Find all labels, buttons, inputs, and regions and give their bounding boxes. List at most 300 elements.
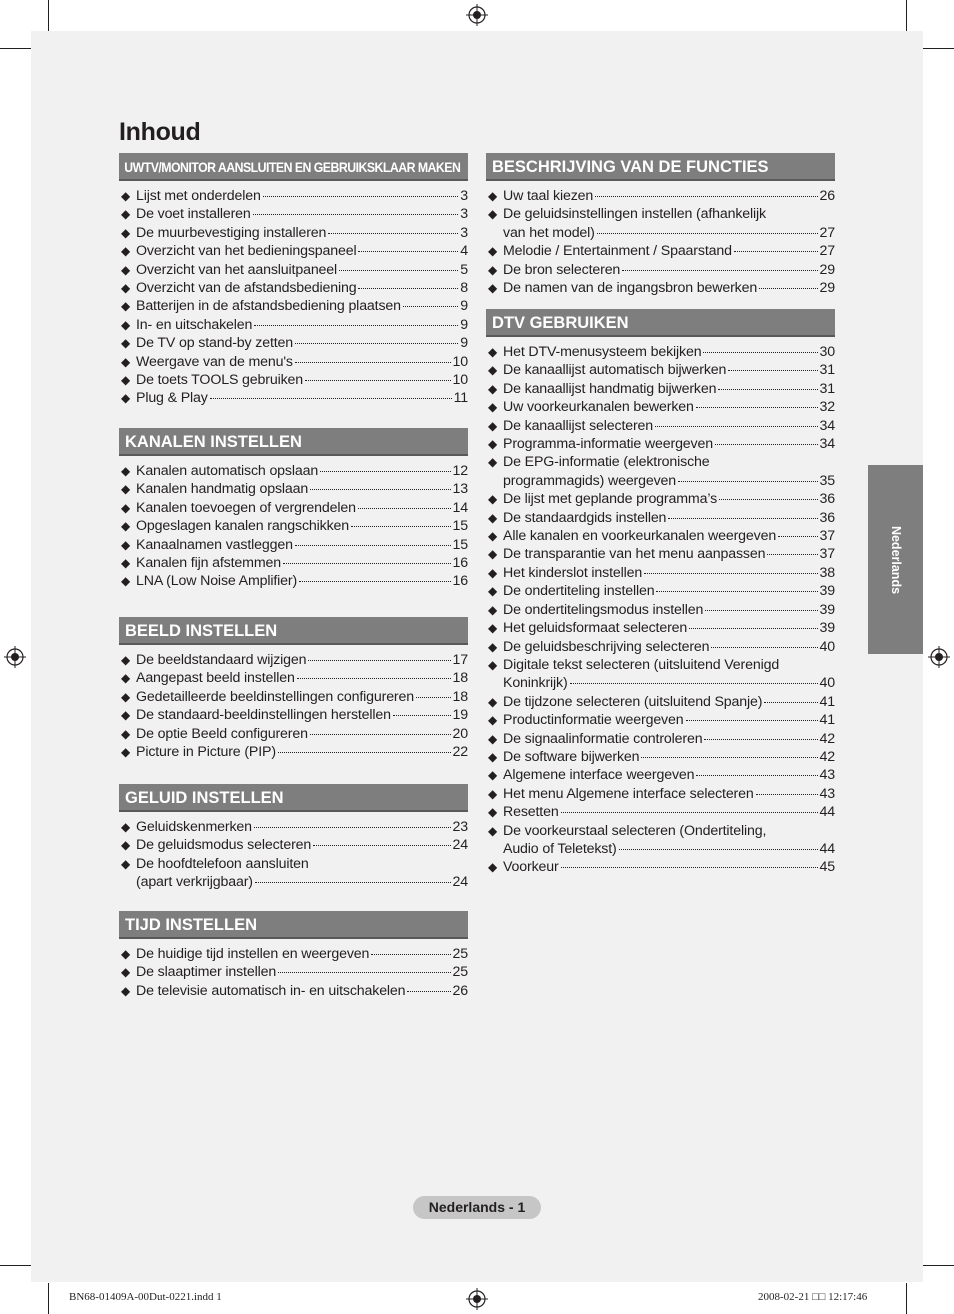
toc-entry [488,527,835,545]
toc-entry [488,545,835,563]
dot-leader [253,214,459,215]
diamond-bullet-icon: ◆ [121,519,131,534]
toc-entry [121,572,468,590]
entry-list [119,945,468,1000]
section-header: KANALEN INSTELLEN [119,428,468,456]
diamond-bullet-icon: ◆ [488,584,498,599]
toc-entry-page: 39 [819,620,835,637]
toc-entry-title: De standaardgids instellen [503,509,667,526]
dot-leader [295,362,451,363]
dot-leader [403,306,458,307]
diamond-bullet-icon: ◆ [121,500,131,515]
dot-leader [297,678,451,679]
diamond-bullet-icon: ◆ [488,189,498,203]
toc-entry-title: Overzicht van het aansluitpaneel [136,261,338,278]
toc-entry-title: Het DTV-menusysteem bekijken [503,344,702,360]
diamond-bullet-icon: ◆ [121,838,131,853]
entry-list [119,462,468,591]
dot-leader [655,426,817,427]
dot-leader [686,720,818,721]
section-header: BESCHRIJVING VAN DE FUNCTIES [486,153,835,181]
toc-entry-page: 20 [452,725,468,742]
toc-entry-title: De transparantie van het menu aanpassen [503,546,766,563]
toc-entry [488,380,835,398]
dot-leader [263,196,458,197]
toc-entry-title: Overzicht van het bedieningspaneel [136,243,357,260]
toc-entry-page: 14 [452,499,468,516]
dot-leader [255,882,451,883]
toc-entry-page: 30 [819,344,835,360]
dot-leader [283,563,451,564]
toc-entry-title: van het model) [503,224,595,241]
toc-entry-title: De toets TOOLS gebruiken [136,372,304,389]
dot-leader [416,697,451,698]
toc-entry [488,361,835,379]
toc-entry-page: 36 [819,491,835,508]
dot-leader [619,849,818,850]
toc-entry-title: De voet installeren [136,206,251,223]
toc-entry-title: Aangepast beeld instellen [136,670,295,687]
toc-entry [488,638,835,656]
section-dtv [486,309,835,877]
diamond-bullet-icon: ◆ [488,345,498,359]
dot-leader [728,370,817,371]
toc-entry-title: De geluidsinstellingen instellen (afhankelijk [503,206,766,223]
diamond-bullet-icon: ◆ [121,671,131,686]
section-aansluiten [119,153,468,408]
toc-entry-page: 34 [819,417,835,434]
diamond-bullet-icon: ◆ [488,418,498,433]
registration-mark-icon [4,646,26,668]
diamond-bullet-icon: ◆ [121,299,131,314]
toc-entry-page: 16 [452,573,468,590]
dot-leader [308,660,450,661]
toc-entry [488,748,835,766]
registration-mark-icon [466,4,488,26]
toc-entry-page: 32 [819,399,835,416]
entry-list [486,343,835,877]
diamond-bullet-icon: ◆ [121,262,131,277]
toc-entry-title: Algemene interface weergeven [503,767,695,784]
toc-entry-title: programmagids) weergeven [503,472,677,489]
toc-entry-page: 18 [452,670,468,687]
toc-entry-page: 27 [819,224,835,241]
diamond-bullet-icon: ◆ [121,482,131,497]
diamond-bullet-icon: ◆ [488,602,498,617]
toc-entry [121,743,468,761]
dot-leader [718,389,817,390]
dot-leader [756,794,818,795]
dot-leader [696,407,818,408]
toc-entry [121,669,468,687]
toc-entry-page: 9 [460,298,468,315]
toc-entry-page: 3 [460,206,468,223]
diamond-bullet-icon: ◆ [121,391,131,406]
toc-entry-title: De kanaallijst automatisch bijwerken [503,362,727,379]
toc-entry-page: 34 [819,436,835,453]
dot-leader [313,845,450,846]
toc-entry-title: De televisie automatisch in- en uitschakelen [136,982,406,999]
diamond-bullet-icon: ◆ [121,189,131,203]
toc-entry [488,435,835,453]
toc-entry-page: 39 [819,601,835,618]
toc-entry-page: 41 [819,693,835,710]
toc-entry [488,656,835,693]
section-kanalen [119,428,468,591]
crop-mark [923,1265,954,1266]
section-header: UWTV/MONITOR AANSLUITEN EN GEBRUIKSKLAAR MAKEN [119,153,468,181]
toc-entry [121,297,468,315]
dot-leader [295,545,451,546]
toc-entry-title: Alle kanalen en voorkeurkanalen weergeven [503,528,777,545]
toc-entry [121,818,468,836]
dot-leader [595,196,817,197]
diamond-bullet-icon: ◆ [488,621,498,636]
toc-entry [121,316,468,334]
toc-entry-title: De signaalinformatie controleren [503,730,703,747]
toc-entry-title: De kanaallijst handmatig bijwerken [503,380,717,397]
section-beeld [119,617,468,761]
toc-entry-title: De geluidsbeschrijving selecteren [503,638,710,655]
diamond-bullet-icon: ◆ [121,965,131,980]
toc-entry-page: 36 [819,509,835,526]
toc-entry [488,619,835,637]
dot-leader [339,270,458,271]
toc-entry [121,963,468,981]
page-number-badge: Nederlands - 1 [413,1196,541,1219]
dot-leader [351,526,450,527]
dot-leader [767,554,817,555]
toc-entry-page: 41 [819,712,835,729]
dot-leader [310,489,450,490]
dot-leader [305,380,451,381]
toc-entry-title: Overzicht van de afstandsbediening [136,280,357,297]
diamond-bullet-icon: ◆ [488,786,498,801]
toc-entry-page: 44 [819,804,835,821]
dot-leader [704,739,817,740]
toc-entry-page: 40 [819,675,835,692]
toc-entry [121,855,468,892]
toc-entry-title: Kanalen automatisch opslaan [136,463,319,479]
toc-entry [121,517,468,535]
entry-list [119,818,468,892]
diamond-bullet-icon: ◆ [488,455,498,470]
toc-entry-title: Digitale tekst selecteren (uitsluitend Verenigd [503,656,780,673]
dot-leader [641,757,817,758]
toc-entry-page: 19 [452,707,468,724]
toc-entry-page: 3 [460,188,468,204]
toc-entry-title: Het geluidsformaat selecteren [503,620,688,637]
toc-entry [488,187,835,205]
dot-leader [719,499,818,500]
diamond-bullet-icon: ◆ [121,947,131,961]
toc-entry-title: De bron selecteren [503,261,621,278]
toc-entry-title: De beeldstandaard wijzigen [136,652,307,668]
toc-entry-page: 22 [452,744,468,761]
toc-entry-title: Koninkrijk) [503,675,568,692]
toc-entry-page: 5 [460,261,468,278]
diamond-bullet-icon: ◆ [488,768,498,783]
toc-entry-page: 9 [460,335,468,352]
toc-entry-page: 18 [452,688,468,705]
toc-entry [121,353,468,371]
language-side-tab [868,465,923,654]
dot-leader [622,270,817,271]
toc-entry-title: De geluidsmodus selecteren [136,837,312,854]
toc-entry-title: Lijst met onderdelen [136,188,261,204]
toc-entry [488,453,835,490]
diamond-bullet-icon: ◆ [121,745,131,760]
toc-entry [488,785,835,803]
dot-leader [696,775,817,776]
toc-entry [488,766,835,784]
dot-leader [295,343,458,344]
toc-entry-page: 9 [460,316,468,333]
dot-leader [310,734,451,735]
diamond-bullet-icon: ◆ [488,639,498,654]
toc-entry [121,242,468,260]
toc-entry-page: 29 [819,261,835,278]
section-header: BEELD INSTELLEN [119,617,468,645]
toc-entry-page: 10 [452,353,468,370]
toc-entry-title: De hoofdtelefoon aansluiten [136,855,309,872]
diamond-bullet-icon: ◆ [121,336,131,351]
toc-entry-page: 45 [819,859,835,876]
toc-entry-title: Programma-informatie weergeven [503,436,713,453]
toc-entry [488,205,835,242]
toc-entry-title: De software bijwerken [503,748,640,765]
toc-entry-page: 43 [819,785,835,802]
toc-entry-title: Het menu Algemene interface selecteren [503,785,754,802]
toc-entry-title: Kanaalnamen vastleggen [136,536,293,553]
toc-entry-page: 26 [819,188,835,204]
dot-leader [656,591,817,592]
diamond-bullet-icon: ◆ [121,225,131,240]
toc-entry-page: 12 [452,463,468,479]
toc-entry-page: 11 [453,390,468,407]
toc-entry-title: De muurbevestiging installeren [136,224,327,241]
section-header: TIJD INSTELLEN [119,911,468,939]
toc-entry [488,279,835,297]
diamond-bullet-icon: ◆ [121,373,131,388]
dot-leader [778,536,817,537]
diamond-bullet-icon: ◆ [488,860,498,875]
dot-leader [764,702,817,703]
diamond-bullet-icon: ◆ [488,492,498,507]
entry-list [486,187,835,297]
toc-entry [488,803,835,821]
toc-entry [121,706,468,724]
dot-leader [703,352,817,353]
diamond-bullet-icon: ◆ [121,820,131,834]
section-header: GELUID INSTELLEN [119,784,468,812]
toc-entry [488,490,835,508]
toc-entry-page: 38 [819,564,835,581]
toc-entry-title: Kanalen fijn afstemmen [136,555,281,572]
section-tijd [119,911,468,1000]
dot-leader [358,251,458,252]
diamond-bullet-icon: ◆ [488,731,498,746]
diamond-bullet-icon: ◆ [121,556,131,571]
diamond-bullet-icon: ◆ [121,856,131,871]
toc-entry-page: 31 [819,380,835,397]
toc-entry-title: Uw taal kiezen [503,188,594,204]
dot-leader [328,233,458,234]
toc-entry [121,205,468,223]
toc-entry-page: 24 [452,837,468,854]
entry-list [119,651,468,761]
toc-entry [121,187,468,205]
dot-leader [561,812,818,813]
toc-entry [121,389,468,407]
diamond-bullet-icon: ◆ [121,708,131,723]
diamond-bullet-icon: ◆ [488,565,498,580]
toc-entry [121,261,468,279]
dot-leader [561,867,818,868]
toc-entry [488,343,835,361]
diamond-bullet-icon: ◆ [121,689,131,704]
diamond-bullet-icon: ◆ [488,437,498,452]
toc-entry-title: LNA (Low Noise Amplifier) [136,573,298,590]
section-functies [486,153,835,297]
dot-leader [711,647,817,648]
toc-entry-page: 37 [819,546,835,563]
toc-entry-title: Plug & Play [136,390,208,407]
dot-leader [358,508,451,509]
toc-entry-title: De EPG-informatie (elektronische [503,454,710,471]
toc-entry [121,334,468,352]
registration-mark-icon [928,646,950,668]
toc-entry-page: 39 [819,583,835,600]
diamond-bullet-icon: ◆ [121,726,131,741]
diamond-bullet-icon: ◆ [488,381,498,396]
toc-entry-title: De slaaptimer instellen [136,964,277,981]
toc-entry-title: De optie Beeld configureren [136,725,308,742]
diamond-bullet-icon: ◆ [121,281,131,296]
toc-entry-title: Resetten [503,804,559,821]
toc-entry-title: Kanalen handmatig opslaan [136,481,309,498]
toc-entry-page: 29 [819,280,835,297]
diamond-bullet-icon: ◆ [488,805,498,820]
toc-entry-page: 44 [819,840,835,857]
section-geluid [119,784,468,892]
dot-leader [210,398,452,399]
side-tab-label: Nederlands [888,525,903,594]
toc-entry-page: 15 [452,518,468,535]
diamond-bullet-icon: ◆ [488,363,498,378]
toc-entry-title: Audio of Teletekst) [503,840,617,857]
toc-entry-title: Weergave van de menu's [136,353,293,370]
toc-entry-title: Voorkeur [503,859,559,876]
toc-entry [121,982,468,1000]
dot-leader [371,954,450,955]
toc-entry [488,417,835,435]
toc-entry-page: 16 [452,555,468,572]
toc-entry [121,725,468,743]
dot-leader [254,827,451,828]
diamond-bullet-icon: ◆ [488,547,498,562]
toc-entry-title: Productinformatie weergeven [503,712,684,729]
toc-entry-page: 37 [819,528,835,545]
toc-entry [488,822,835,859]
diamond-bullet-icon: ◆ [121,537,131,552]
toc-entry [488,711,835,729]
toc-entry [121,279,468,297]
dot-leader [278,752,451,753]
toc-entry-title: De huidige tijd instellen en weergeven [136,946,370,962]
dot-leader [705,610,817,611]
crop-mark [923,48,954,49]
toc-entry-title: De tijdzone selecteren (uitsluitend Spanje) [503,693,763,710]
toc-entry-title: Kanalen toevoegen of vergrendelen [136,499,356,516]
dot-leader [320,471,450,472]
toc-entry [121,651,468,669]
diamond-bullet-icon: ◆ [488,207,498,222]
diamond-bullet-icon: ◆ [488,823,498,838]
section-header: DTV GEBRUIKEN [486,309,835,337]
toc-entry [488,693,835,711]
diamond-bullet-icon: ◆ [121,574,131,589]
toc-entry [121,462,468,480]
toc-entry [121,480,468,498]
toc-entry-title: Melodie / Entertainment / Spaarstand [503,243,732,260]
crop-mark [48,1283,49,1314]
toc-entry [488,261,835,279]
diamond-bullet-icon: ◆ [121,653,131,667]
dot-leader [759,288,817,289]
toc-entry-title: De voorkeurstaal selecteren (Ondertiteling, [503,822,767,839]
entry-list [119,187,468,408]
toc-entry-title: Gedetailleerde beeldinstellingen configureren [136,688,414,705]
toc-entry [488,582,835,600]
toc-entry-page: 15 [452,536,468,553]
dot-leader [358,288,458,289]
toc-entry-title: Uw voorkeurkanalen bewerken [503,399,694,416]
toc-entry [121,499,468,517]
toc-entry-page: 17 [452,652,468,668]
toc-entry-page: 43 [819,767,835,784]
diamond-bullet-icon: ◆ [121,244,131,259]
toc-entry-page: 3 [460,224,468,241]
crop-mark [48,0,49,31]
toc-entry [121,371,468,389]
diamond-bullet-icon: ◆ [488,749,498,764]
dot-leader [393,715,451,716]
footer-timestamp: 2008-02-21 □□ 12:17:46 [758,1291,868,1303]
toc-entry [488,398,835,416]
diamond-bullet-icon: ◆ [121,317,131,332]
dot-leader [678,481,817,482]
diamond-bullet-icon: ◆ [488,262,498,277]
toc-entry-page: 35 [819,472,835,489]
dot-leader [299,581,450,582]
diamond-bullet-icon: ◆ [121,464,131,478]
toc-entry [121,554,468,572]
page-title: Inhoud [119,118,201,146]
toc-entry-title: De lijst met geplande programma’s [503,491,718,508]
toc-entry [488,509,835,527]
dot-leader [597,233,818,234]
diamond-bullet-icon: ◆ [488,713,498,728]
toc-entry [121,836,468,854]
toc-entry-page: 8 [460,280,468,297]
diamond-bullet-icon: ◆ [488,510,498,525]
dot-leader [278,972,450,973]
dot-leader [715,444,818,445]
toc-entry [488,564,835,582]
toc-entry-page: 25 [452,946,468,962]
toc-entry-page: 25 [452,964,468,981]
